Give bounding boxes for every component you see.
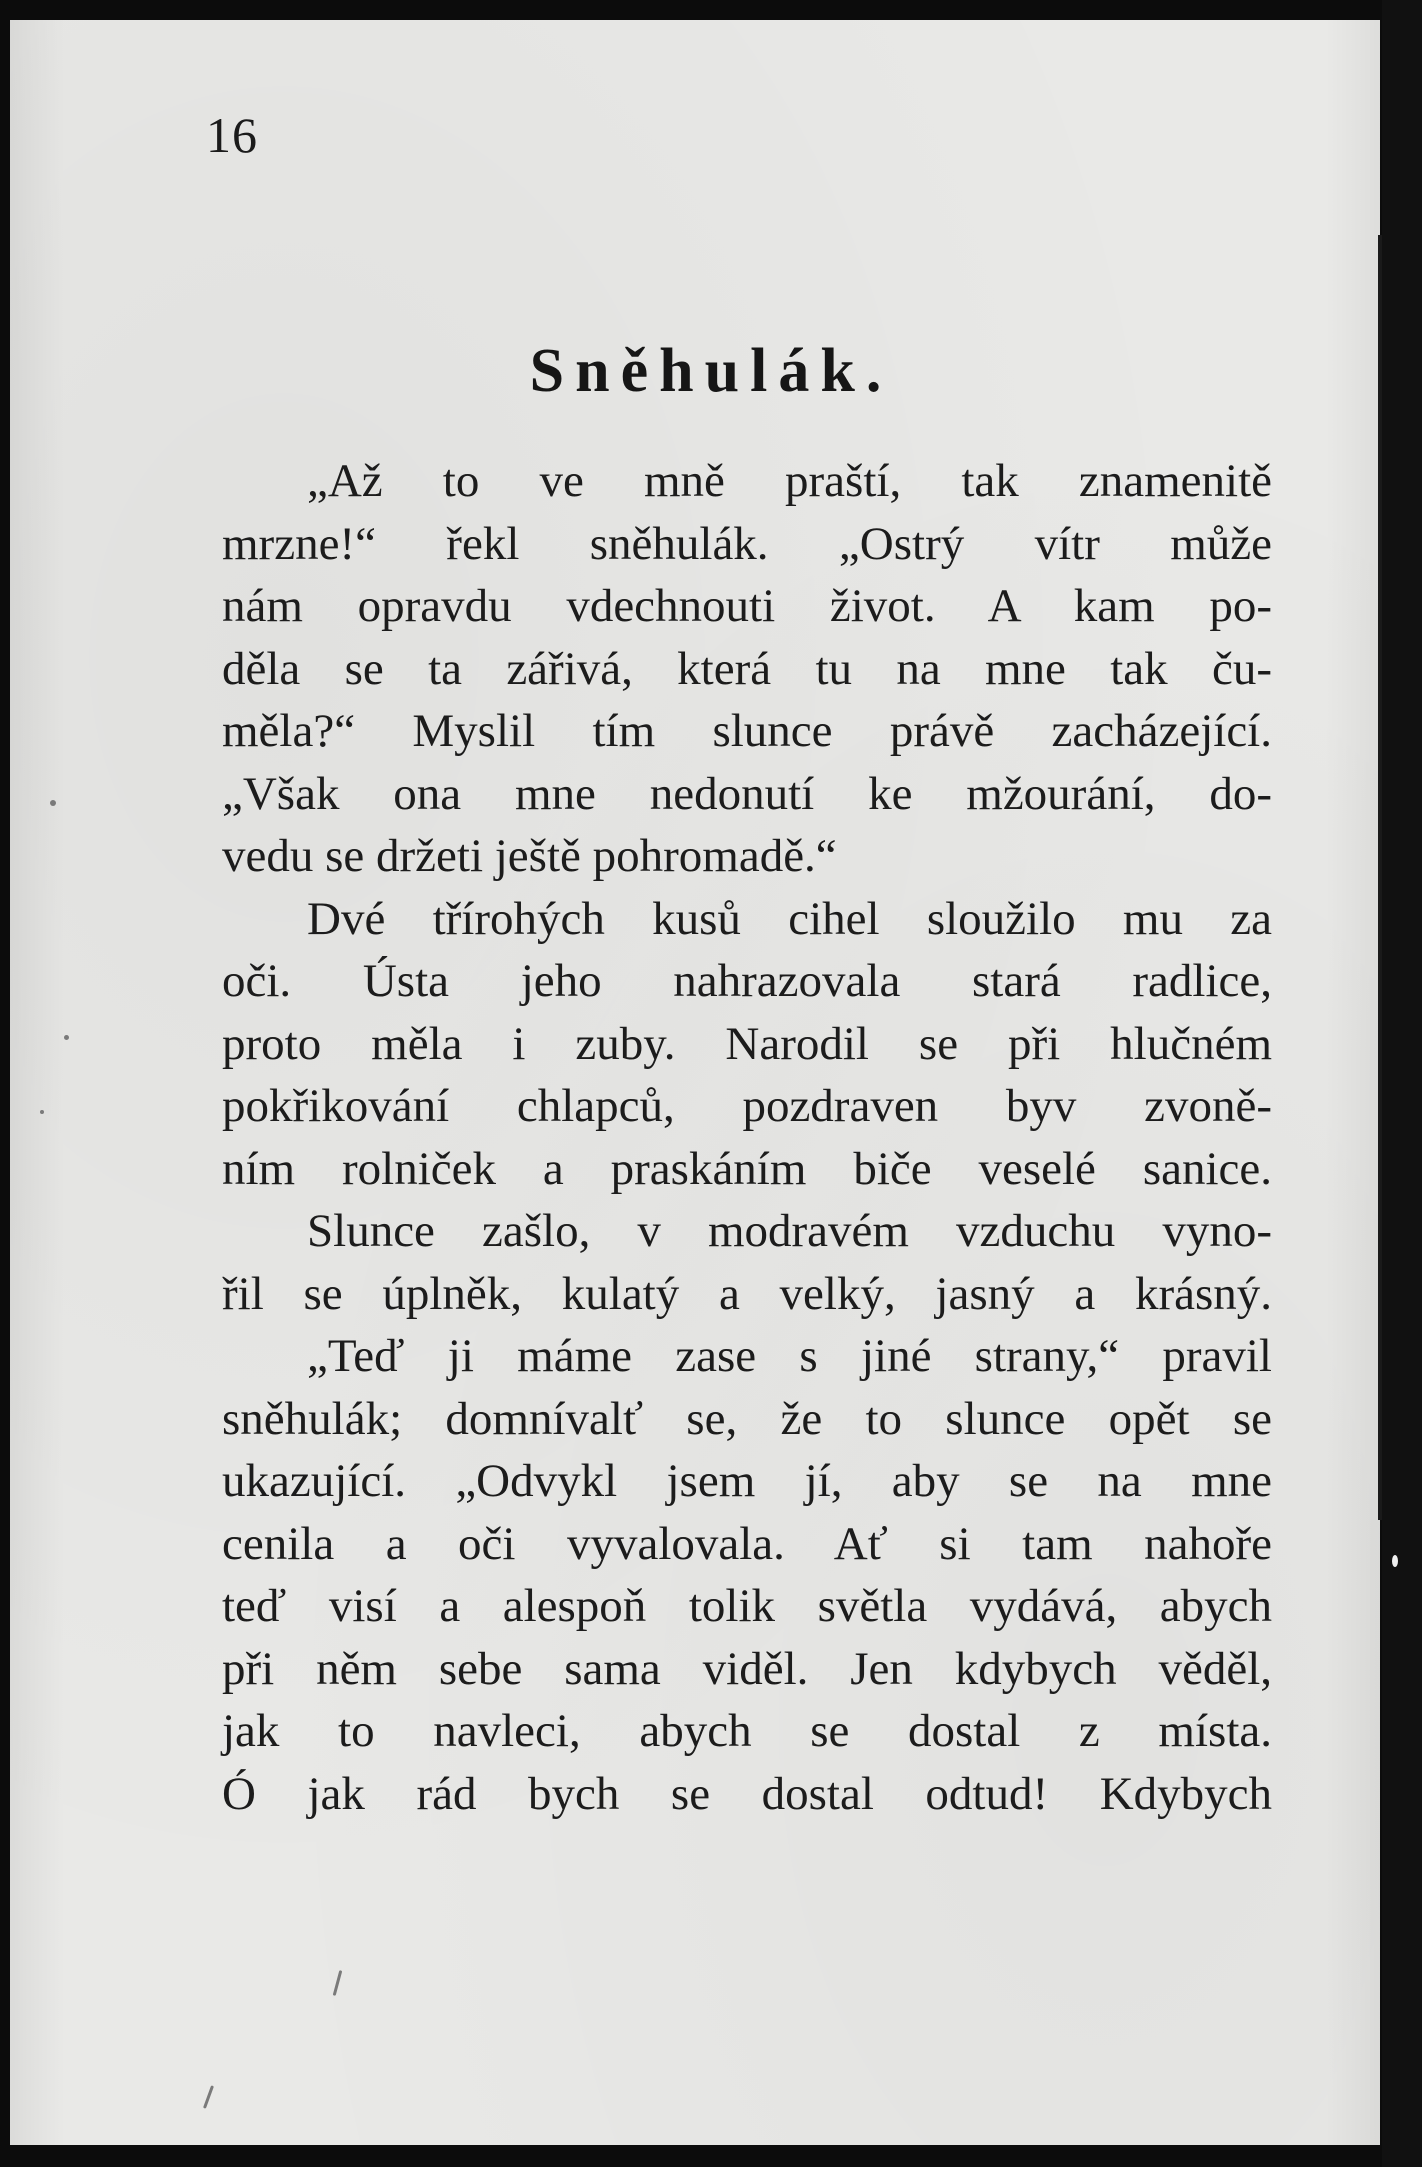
- text-line: jak to navleci, abych se dostal z místa.: [222, 1705, 1272, 1757]
- text-line: teď visí a alespoň tolik světla vydává, abych: [222, 1580, 1272, 1632]
- text-line: vedu se držeti ještě pohromadě.“: [222, 830, 837, 882]
- paper-speck: [40, 1110, 44, 1114]
- text-line: Slunce zašlo, v modravém vzduchu vyno-: [307, 1205, 1272, 1257]
- text-line: cenila a oči vyvalovala. Ať si tam nahoře: [222, 1517, 1272, 1570]
- text-line: proto měla i zuby. Narodil se při hlučném: [222, 1017, 1272, 1070]
- text-line: Ó jak rád bych se dostal odtud! Kdybych: [222, 1767, 1272, 1820]
- text-line: pokřikování chlapců, pozdraven byv zvoně-: [222, 1080, 1272, 1132]
- text-line: ním rolniček a praskáním biče veselé sanice.: [222, 1142, 1272, 1195]
- body-text: [222, 450, 1272, 1825]
- page-number: 16: [206, 107, 258, 163]
- text-line: mrzne!“ řekl sněhulák. „Ostrý vítr může: [222, 517, 1272, 570]
- text-line: ukazující. „Odvykl jsem jí, aby se na mne: [222, 1455, 1272, 1507]
- text-line: nám opravdu vdechnouti život. A kam po-: [222, 580, 1272, 632]
- text-line: Dvé třírohých kusů cihel sloužilo mu za: [307, 892, 1272, 945]
- paper-speck: [50, 800, 56, 806]
- text-line: „Však ona mne nedonutí ke mžourání, do-: [222, 767, 1272, 820]
- text-line: sněhulák; domnívalť se, že to slunce opět se: [222, 1392, 1272, 1445]
- text-line: děla se ta zářivá, která tu na mne tak ču-: [222, 642, 1272, 695]
- paper-speck: [1392, 1555, 1398, 1567]
- chapter-title: Sněhulák.: [529, 337, 893, 405]
- text-line: řil se úplněk, kulatý a velký, jasný a krásný.: [222, 1267, 1272, 1320]
- text-line: měla?“ Myslil tím slunce právě zacházející.: [222, 705, 1272, 757]
- text-line: „Až to ve mně praští, tak znamenitě: [307, 455, 1272, 507]
- paper-speck: [64, 1035, 69, 1040]
- text-line: oči. Ústa jeho nahrazovala stará radlice,: [222, 955, 1272, 1007]
- text-line: „Teď ji máme zase s jiné strany,“ pravil: [307, 1330, 1272, 1382]
- scan-dark-edge: [1382, 0, 1422, 2167]
- text-line: při něm sebe sama viděl. Jen kdybych věděl,: [222, 1642, 1272, 1695]
